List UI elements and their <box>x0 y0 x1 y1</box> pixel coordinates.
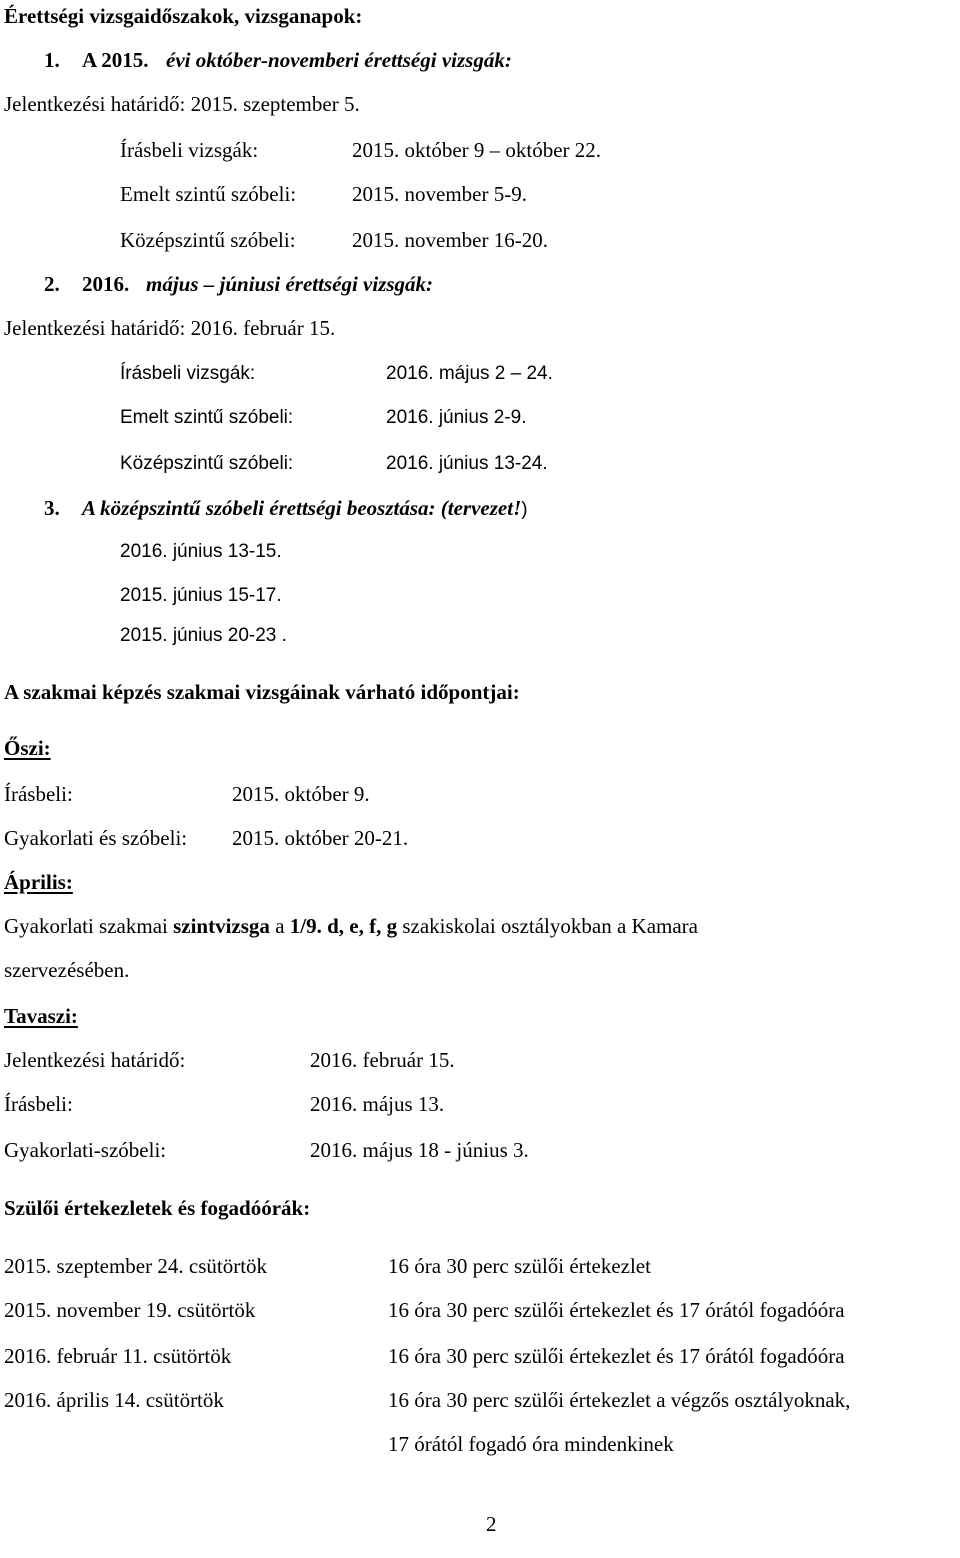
section-3-date: 2015. június 20-23 . <box>120 625 287 646</box>
aprilis-heading: Április: <box>4 870 73 894</box>
szuloi-last-line: 17 órától fogadó óra mindenkinek <box>388 1432 674 1456</box>
tavaszi-row-label: Írásbeli: <box>4 1092 73 1116</box>
section-2-row-value: 2016. május 2 – 24. <box>386 363 553 384</box>
section-1-row-label: Írásbeli vizsgák: <box>120 138 259 162</box>
aprilis-text-part: szakiskolai osztályokban a Kamara <box>397 914 698 938</box>
oszi-row-value: 2015. október 20-21. <box>232 826 409 850</box>
section-2-row-label: Írásbeli vizsgák: <box>120 363 256 384</box>
szuloi-heading: Szülői értekezletek és fogadóórák: <box>4 1196 311 1220</box>
section-1-number: 1. <box>44 48 60 72</box>
section-2-number: 2. <box>44 272 60 296</box>
section-3-number: 3. <box>44 496 60 520</box>
section-1-row-label: Emelt szintű szóbeli: <box>120 182 297 206</box>
section-1-row-value: 2015. november 5-9. <box>352 182 527 206</box>
szakmai-heading: A szakmai képzés szakmai vizsgáinak várható időpontjai: <box>4 680 520 704</box>
szuloi-row-date: 2016. április 14. csütörtök <box>4 1388 224 1412</box>
section-1-row-value: 2015. november 16-20. <box>352 228 548 252</box>
oszi-row-value: 2015. október 9. <box>232 782 370 806</box>
section-3-date: 2015. június 15-17. <box>120 585 282 606</box>
aprilis-class-list: 1/9. d, e, f, g <box>289 914 398 938</box>
section-2-row-label: Középszintű szóbeli: <box>120 453 294 474</box>
section-3-title-line <box>82 498 528 519</box>
tavaszi-heading: Tavaszi: <box>4 1004 78 1028</box>
section-2-row-label: Emelt szintű szóbeli: <box>120 407 294 428</box>
section-1-deadline: Jelentkezési határidő: 2015. szeptember 5. <box>4 92 360 116</box>
section-1-year: A 2015. <box>82 48 149 72</box>
szuloi-row-date: 2016. február 11. csütörtök <box>4 1344 232 1368</box>
szuloi-row-desc: 16 óra 30 perc szülői értekezlet <box>388 1254 651 1278</box>
szuloi-row-desc: 16 óra 30 perc szülői értekezlet a végzős osztályoknak, <box>388 1388 851 1412</box>
section-2-year: 2016. <box>82 272 130 296</box>
tavaszi-row-label: Jelentkezési határidő: <box>4 1048 186 1072</box>
aprilis-text-bold: szintvizsga <box>173 914 270 938</box>
section-2-row-value: 2016. június 13-24. <box>386 453 548 474</box>
tavaszi-row-label: Gyakorlati-szóbeli: <box>4 1138 167 1162</box>
aprilis-text-part: a <box>269 914 290 938</box>
oszi-heading: Őszi: <box>4 736 51 760</box>
oszi-row-label: Írásbeli: <box>4 782 73 806</box>
page-number: 2 <box>486 1512 497 1536</box>
oszi-row-label: Gyakorlati és szóbeli: <box>4 826 188 850</box>
section-3-title: A középszintű szóbeli érettségi beosztása: (tervezet! <box>82 496 522 520</box>
szuloi-row-date: 2015. november 19. csütörtök <box>4 1298 256 1322</box>
aprilis-text <box>4 916 698 937</box>
section-1-title: évi október-novemberi érettségi vizsgák: <box>166 48 512 72</box>
tavaszi-row-value: 2016. május 18 - június 3. <box>310 1138 529 1162</box>
szuloi-row-date: 2015. szeptember 24. csütörtök <box>4 1254 268 1278</box>
section-1-row-label: Középszintű szóbeli: <box>120 228 296 252</box>
section-1-row-value: 2015. október 9 – október 22. <box>352 138 602 162</box>
section-3-date: 2016. június 13-15. <box>120 541 282 562</box>
aprilis-text-part: Gyakorlati szakmai <box>4 914 174 938</box>
szuloi-row-desc: 16 óra 30 perc szülői értekezlet és 17 órától fogadóóra <box>388 1298 845 1322</box>
aprilis-text-line2: szervezésében. <box>4 958 130 982</box>
tavaszi-row-value: 2016. május 13. <box>310 1092 445 1116</box>
tavaszi-row-value: 2016. február 15. <box>310 1048 455 1072</box>
section-2-row-value: 2016. június 2-9. <box>386 407 527 428</box>
szuloi-row-desc: 16 óra 30 perc szülői értekezlet és 17 órától fogadóóra <box>388 1344 845 1368</box>
section-3-paren: ) <box>521 499 528 520</box>
page-heading: Érettségi vizsgaidőszakok, vizsganapok: <box>4 4 363 28</box>
section-2-deadline: Jelentkezési határidő: 2016. február 15. <box>4 316 336 340</box>
section-2-title: május – júniusi érettségi vizsgák: <box>146 272 434 296</box>
